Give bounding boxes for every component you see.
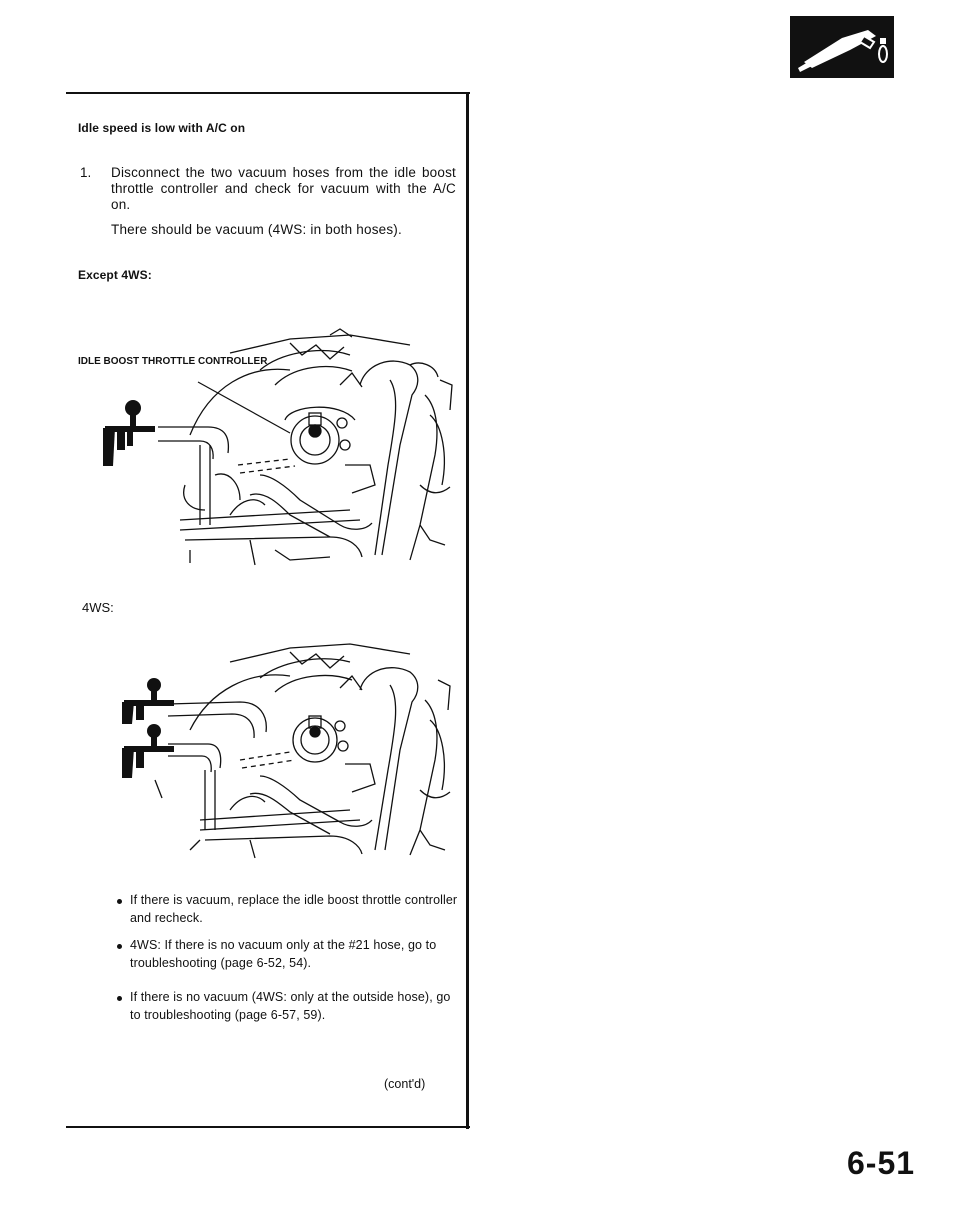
page-number: 6-51 <box>847 1145 916 1181</box>
step-text: Disconnect the two vacuum hoses from the idle boost throttle controller and check for vacuum with the A/C on. <box>111 165 456 212</box>
vacuum-gauge-icon <box>118 676 178 726</box>
frame-top-rule <box>66 92 470 94</box>
bullet-dot <box>117 996 122 1001</box>
idle-boost-throttle-controller-callout: IDLE BOOST THROTTLE CONTROLLER <box>78 356 268 367</box>
section-icon <box>790 16 894 78</box>
bullet-item-4ws-troubleshooting: 4WS: If there is no vacuum only at the #21 hose, go to troubleshooting (page 6-52, 54). <box>130 938 437 970</box>
step-note: There should be vacuum (4WS: in both hoses). <box>111 222 402 237</box>
section-heading: Idle speed is low with A/C on <box>78 121 246 135</box>
bullet-dot <box>117 899 122 904</box>
except-4ws-label: Except 4WS: <box>78 268 152 282</box>
bullet-item-replace-controller: If there is vacuum, replace the idle boost throttle controller and recheck. <box>130 893 458 925</box>
vacuum-gauge-icon <box>118 722 178 782</box>
step-number: 1. <box>80 165 92 180</box>
bullet-dot <box>117 944 122 949</box>
vacuum-gauge-icon <box>95 398 159 478</box>
bullet-item-no-vacuum-troubleshooting: If there is no vacuum (4WS: only at the outside hose), go to troubleshooting (page 6-57, 59). <box>130 990 451 1022</box>
frame-right-rule <box>466 92 469 1129</box>
frame-bottom-rule <box>66 1126 470 1128</box>
fuel-injection-section-icon <box>790 16 894 78</box>
4ws-label: 4WS: <box>82 600 114 615</box>
continued-note: (cont'd) <box>384 1077 426 1091</box>
